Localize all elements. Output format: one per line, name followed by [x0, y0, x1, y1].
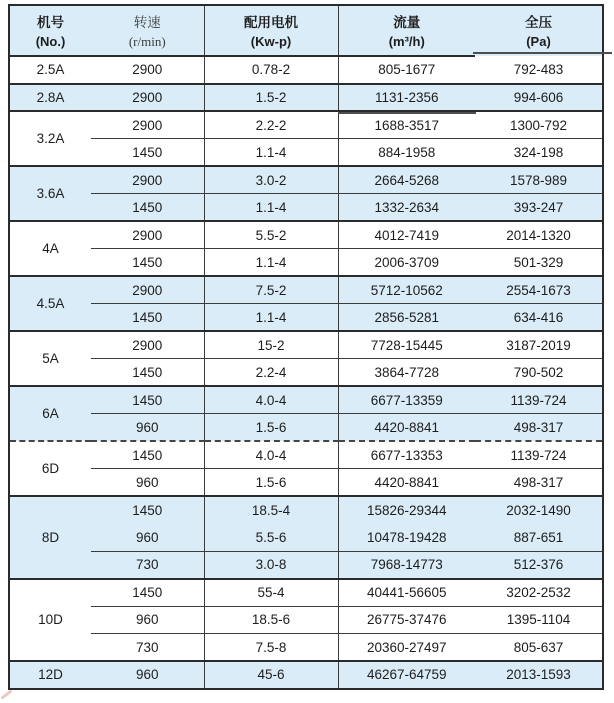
cell-10D-pressure: 805-637: [475, 634, 603, 662]
header-motor-label: 配用电机: [244, 14, 298, 30]
cell-8D-motor: 3.0-8: [204, 551, 338, 579]
cell-2.8A-flow: 1131-2356: [338, 84, 475, 112]
cell-5A-flow: 7728-15445: [338, 331, 475, 359]
header-motor: [204, 5, 338, 56]
cell-6A-pressure: 498-317: [475, 414, 603, 442]
cell-3.2A-model: 3.2A: [9, 111, 91, 166]
cell-4A-model: 4A: [9, 221, 91, 276]
cell-8D-speed: 960: [91, 524, 204, 552]
cell-8D-pressure: 512-376: [475, 551, 603, 579]
flow-underline-artifact: [338, 112, 477, 114]
cell-8D-speed: 730: [91, 551, 204, 579]
header-speed-unit: (r/min): [128, 33, 166, 49]
cell-12D-pressure: 2013-1593: [475, 661, 603, 689]
cell-4A-speed: 2900: [91, 221, 204, 249]
header-model-unit: (No.): [35, 33, 66, 49]
cell-6A-speed: 1450: [91, 386, 204, 414]
table-row: [9, 414, 603, 442]
cell-3.6A-flow: 1332-2634: [338, 194, 475, 222]
cell-10D-speed: 730: [91, 634, 204, 662]
cell-3.6A-pressure: 1578-989: [475, 166, 603, 194]
header-model: [9, 5, 91, 56]
cell-10D-pressure: 1395-1104: [475, 606, 603, 634]
header-speed-label: 转速: [133, 14, 161, 30]
cell-3.2A-pressure: 1300-792: [475, 111, 603, 139]
header-flow-unit: (m³/h): [388, 33, 425, 49]
cell-4.5A-speed: 2900: [91, 276, 204, 304]
cell-4A-pressure: 2014-1320: [475, 221, 603, 249]
cell-10D-flow: 20360-27497: [338, 634, 475, 662]
cell-2.8A-speed: 2900: [91, 84, 204, 112]
cell-3.2A-flow: 884-1958: [338, 139, 475, 167]
table-row: [9, 496, 603, 524]
cell-4.5A-flow: 2856-5281: [338, 304, 475, 332]
cell-5A-pressure: 3187-2019: [475, 331, 603, 359]
cell-10D-motor: 7.5-8: [204, 634, 338, 662]
cell-3.2A-flow: 1688-3517: [338, 111, 475, 139]
cell-3.6A-motor: 1.1-4: [204, 194, 338, 222]
cell-6A-pressure: 1139-724: [475, 386, 603, 414]
cell-3.6A-flow: 2664-5268: [338, 166, 475, 194]
cell-10D-speed: 960: [91, 606, 204, 634]
cell-6D-motor: 4.0-4: [204, 441, 338, 469]
cell-2.8A-model: 2.8A: [9, 84, 91, 112]
cell-5A-flow: 3864-7728: [338, 359, 475, 387]
cell-6D-motor: 1.5-6: [204, 469, 338, 497]
header-speed: [91, 5, 204, 56]
table-row: [9, 331, 603, 359]
cell-10D-flow: 26775-37476: [338, 606, 475, 634]
cell-3.2A-speed: 2900: [91, 111, 204, 139]
cell-3.2A-speed: 1450: [91, 139, 204, 167]
header-flow: [338, 5, 475, 56]
spec-table-body: [9, 56, 603, 689]
table-row: [9, 469, 603, 497]
cell-4.5A-motor: 1.1-4: [204, 304, 338, 332]
cell-8D-flow: 15826-29344: [338, 496, 475, 524]
cell-2.8A-pressure: 994-606: [475, 84, 603, 112]
cell-8D-motor: 18.5-4: [204, 496, 338, 524]
cell-6D-pressure: 1139-724: [475, 441, 603, 469]
cell-3.6A-pressure: 393-247: [475, 194, 603, 222]
cell-6A-motor: 4.0-4: [204, 386, 338, 414]
cell-6A-motor: 1.5-6: [204, 414, 338, 442]
cell-6A-model: 6A: [9, 386, 91, 441]
header-flow-label: 流量: [393, 14, 421, 30]
cell-12D-flow: 46267-64759: [338, 661, 475, 689]
cell-3.6A-speed: 1450: [91, 194, 204, 222]
cell-3.6A-speed: 2900: [91, 166, 204, 194]
table-row: [9, 551, 603, 579]
cell-2.5A-motor: 0.78-2: [204, 56, 338, 84]
cell-2.5A-pressure: 792-483: [475, 56, 603, 84]
cell-4.5A-motor: 7.5-2: [204, 276, 338, 304]
header-pressure-label: 全压: [525, 15, 552, 30]
cell-5A-model: 5A: [9, 331, 91, 386]
cell-6A-flow: 6677-13359: [338, 386, 475, 414]
cell-4A-flow: 2006-3709: [338, 249, 475, 277]
table-row: [9, 386, 603, 414]
table-row: [9, 139, 603, 167]
table-row: [9, 579, 603, 607]
page-corner-mark: [0, 689, 12, 699]
cell-10D-pressure: 3202-2532: [475, 579, 603, 607]
table-row: [9, 56, 603, 84]
header-model-label: 机号: [37, 14, 64, 30]
table-row: [9, 166, 603, 194]
header-row: [9, 5, 603, 56]
table-row: [9, 606, 603, 634]
header-pressure-unit: (Pa): [526, 34, 551, 49]
cell-12D-motor: 45-6: [204, 661, 338, 689]
spec-table-wrapper: [8, 4, 604, 690]
cell-6D-flow: 4420-8841: [338, 469, 475, 497]
cell-6D-speed: 960: [91, 469, 204, 497]
cell-6D-pressure: 498-317: [475, 469, 603, 497]
table-row: [9, 634, 603, 662]
cell-2.5A-model: 2.5A: [9, 56, 91, 84]
cell-4A-motor: 5.5-2: [204, 221, 338, 249]
cell-3.6A-motor: 3.0-2: [204, 166, 338, 194]
table-row: [9, 524, 603, 552]
cell-8D-speed: 1450: [91, 496, 204, 524]
cell-6A-speed: 960: [91, 414, 204, 442]
table-row: [9, 661, 603, 689]
table-row: [9, 84, 603, 112]
cell-4A-motor: 1.1-4: [204, 249, 338, 277]
cell-3.2A-motor: 1.1-4: [204, 139, 338, 167]
cell-6D-speed: 1450: [91, 441, 204, 469]
cell-5A-speed: 1450: [91, 359, 204, 387]
cell-10D-speed: 1450: [91, 579, 204, 607]
cell-8D-flow: 7968-14773: [338, 551, 475, 579]
cell-5A-motor: 15-2: [204, 331, 338, 359]
pa-underline-artifact: [473, 52, 612, 54]
cell-6D-flow: 6677-13353: [338, 441, 475, 469]
cell-4.5A-pressure: 2554-1673: [475, 276, 603, 304]
table-row: [9, 359, 603, 387]
cell-4.5A-model: 4.5A: [9, 276, 91, 331]
cell-8D-model: 8D: [9, 496, 91, 579]
spec-table: [8, 4, 604, 690]
cell-8D-pressure: 2032-1490: [475, 496, 603, 524]
cell-5A-speed: 2900: [91, 331, 204, 359]
cell-2.5A-speed: 2900: [91, 56, 204, 84]
table-row: [9, 111, 603, 139]
cell-12D-speed: 960: [91, 661, 204, 689]
cell-3.2A-motor: 2.2-2: [204, 111, 338, 139]
cell-6A-flow: 4420-8841: [338, 414, 475, 442]
header-motor-unit: (Kw-p): [250, 33, 292, 49]
cell-4.5A-pressure: 634-416: [475, 304, 603, 332]
cell-10D-flow: 40441-56605: [338, 579, 475, 607]
table-row: [9, 194, 603, 222]
cell-4A-flow: 4012-7419: [338, 221, 475, 249]
cell-8D-motor: 5.5-6: [204, 524, 338, 552]
cell-2.5A-flow: 805-1677: [338, 56, 475, 84]
cell-10D-motor: 55-4: [204, 579, 338, 607]
table-row: [9, 276, 603, 304]
cell-4.5A-speed: 1450: [91, 304, 204, 332]
table-row: [9, 441, 603, 469]
cell-6D-model: 6D: [9, 441, 91, 496]
cell-2.8A-motor: 1.5-2: [204, 84, 338, 112]
cell-4A-pressure: 501-329: [475, 249, 603, 277]
cell-8D-pressure: 887-651: [475, 524, 603, 552]
header-pressure: [475, 5, 603, 56]
cell-3.2A-pressure: 324-198: [475, 139, 603, 167]
cell-5A-motor: 2.2-4: [204, 359, 338, 387]
table-row: [9, 304, 603, 332]
table-row: [9, 249, 603, 277]
cell-4.5A-flow: 5712-10562: [338, 276, 475, 304]
table-row: [9, 221, 603, 249]
cell-12D-model: 12D: [9, 661, 91, 689]
cell-10D-model: 10D: [9, 579, 91, 662]
cell-10D-motor: 18.5-6: [204, 606, 338, 634]
cell-5A-pressure: 790-502: [475, 359, 603, 387]
cell-4A-speed: 1450: [91, 249, 204, 277]
cell-3.6A-model: 3.6A: [9, 166, 91, 221]
cell-8D-flow: 10478-19428: [338, 524, 475, 552]
spec-table-header: [9, 5, 603, 56]
